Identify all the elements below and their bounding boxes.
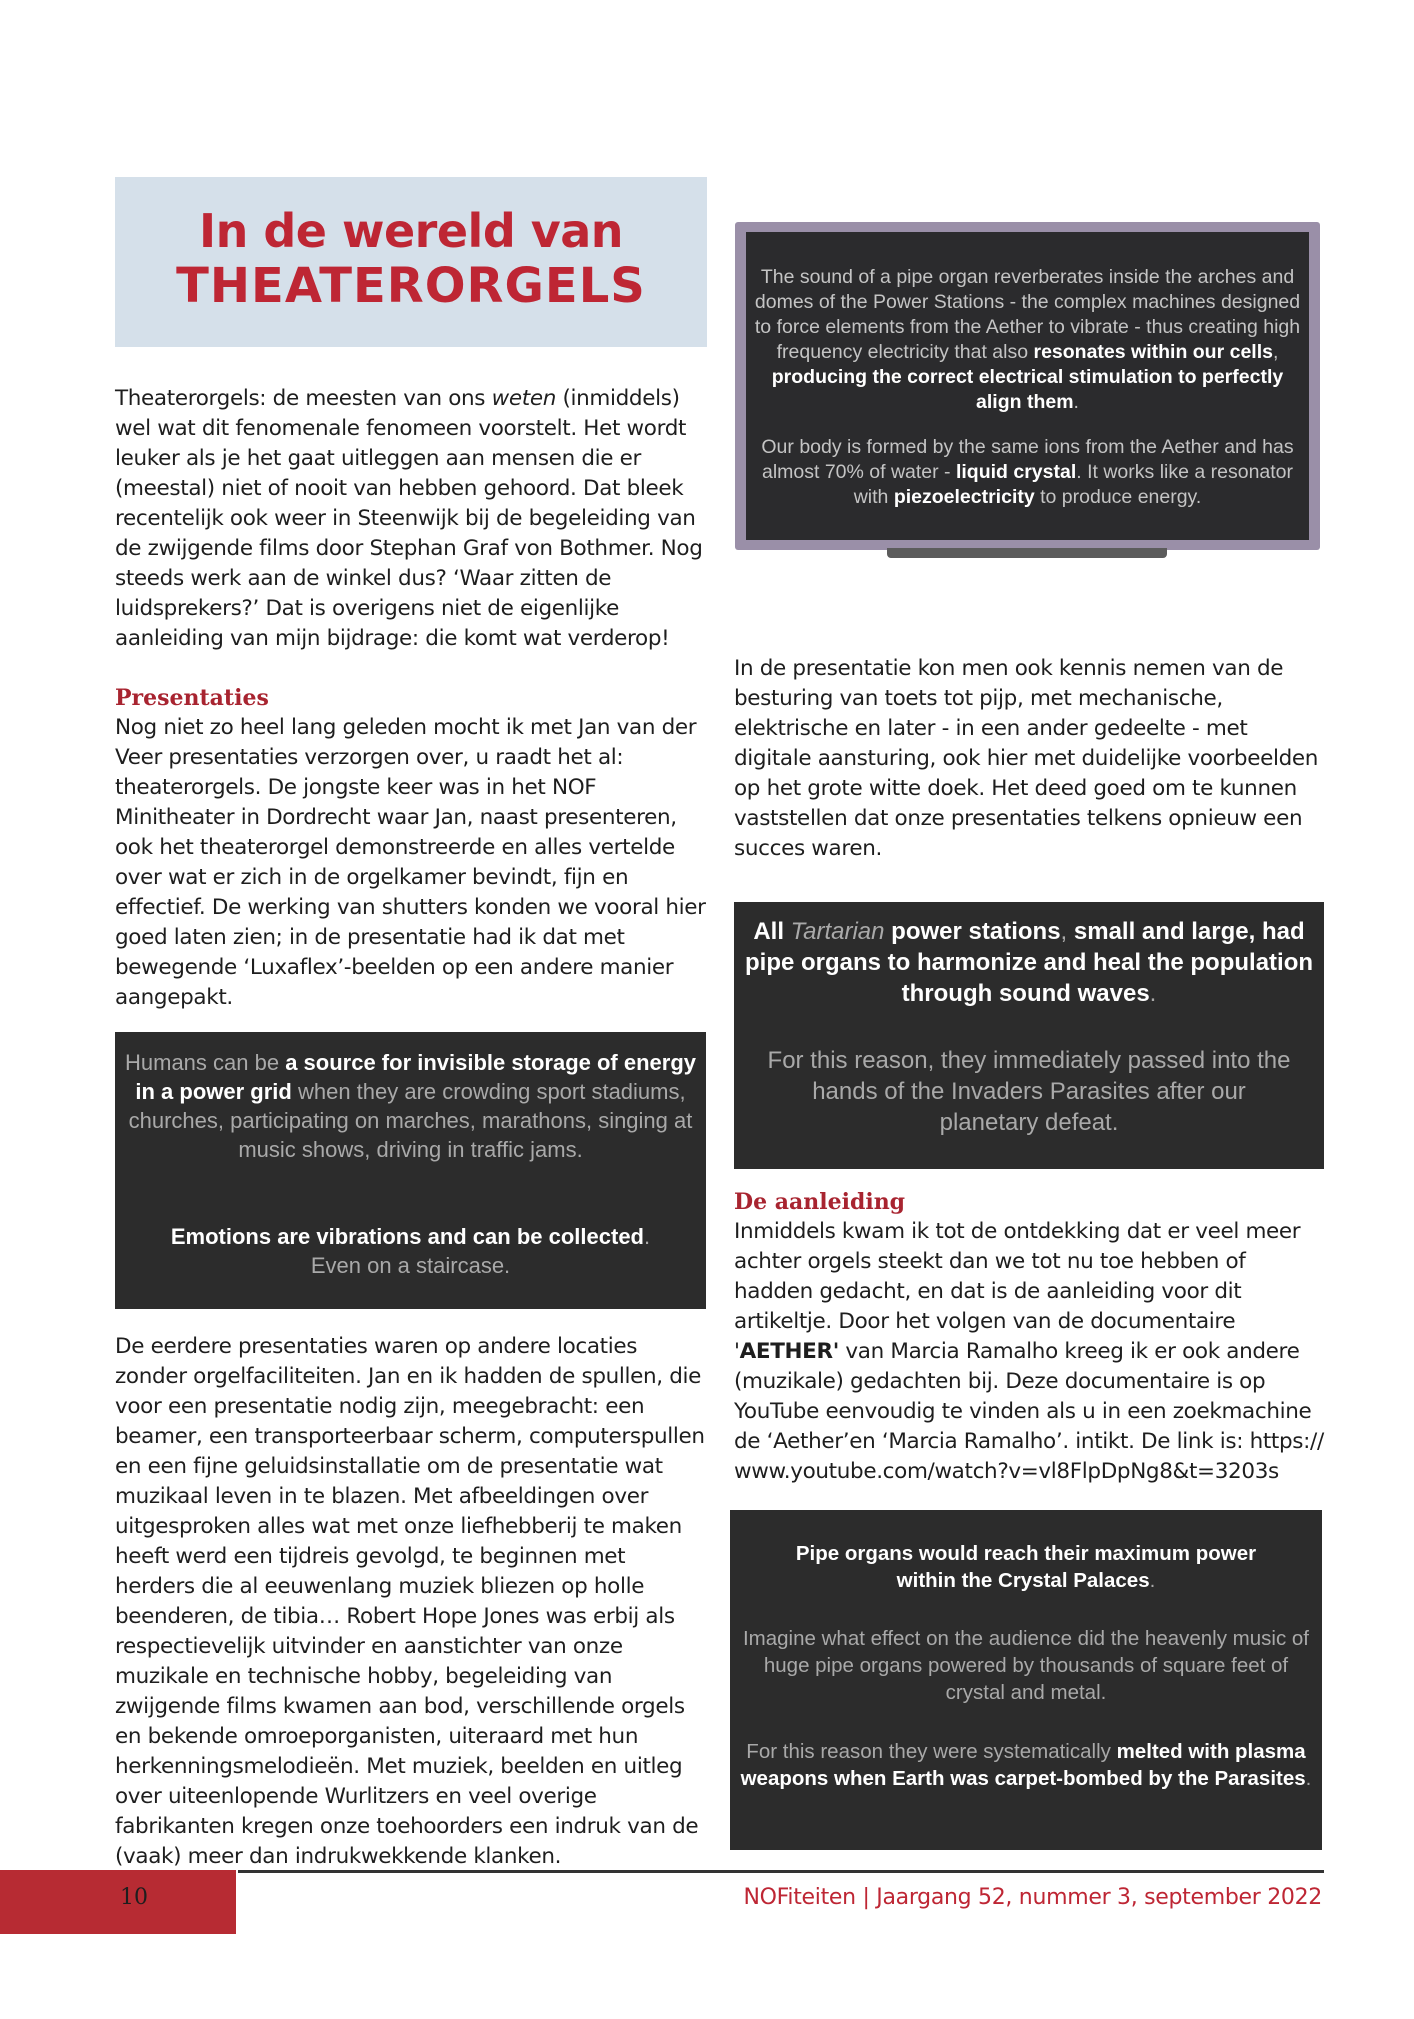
page-title-line1: In de wereld van <box>198 204 624 258</box>
box1-staircase: Even on a staircase. <box>310 1253 511 1278</box>
box2-all: All <box>753 918 791 945</box>
tv-image <box>735 222 1320 560</box>
box3-period: . <box>1149 1569 1156 1592</box>
tv-stand <box>887 548 1167 558</box>
quote-box-crystal-palaces-p3 <box>740 1738 1312 1792</box>
heading-aanleiding: De aanleiding <box>734 1189 906 1215</box>
tv-screen <box>746 232 1309 540</box>
tv-text-p2e: to produce energy. <box>1034 486 1202 508</box>
intro-paragraph <box>115 384 707 654</box>
tv-highlight-p2d: piezoelectricity <box>893 486 1035 508</box>
box1-text-c: when they are crowding sport stadiums, churches, participating on marches, marathons, singing at music shows, driving in traffic jams. <box>128 1079 693 1162</box>
tv-text-c: , <box>1272 341 1279 363</box>
eerdere-paragraph: De eerdere presentaties waren op andere locaties zonder orgelfaciliteiten. Jan en ik hadden de spullen, die voor een presentatie nodig zijn, meegebracht: een beamer, een transporteerbaar scherm, computerspullen en een fijne geluidsinstallatie om de presentatie wat muzikaal leven in te blazen. Met afbeeldingen over uitgesproken alles wat met onze liefhebberij te maken heeft werd een tijdreis gevolgd, te beginnen met herders die al eeuwenlang muziek bliezen op holle beenderen, de tibia… Robert Hope Jones was erbij als respectievelijk uitvinder en aanstichter van onze muzikale en technische hobby, begeleiding van zwijgende films kwamen aan bod, verschillende orgels en bekende omroeporganisten, uiteraard met hun herkenningsmelodieën. Met muziek, beelden en uitleg over uiteenlopende Wurlitzers en veel overige fabrikanten kregen onze toehoorders een indruk van de (vaak) meer dan indrukwekkende klanken. <box>115 1334 705 1869</box>
box2-pipe-organs: , had pipe organs to harmonize and heal the population through sound waves <box>744 918 1314 1007</box>
tv-text-e: . <box>1073 391 1079 413</box>
title-box <box>115 177 707 347</box>
page-number: 10 <box>120 1885 148 1910</box>
tv-screen-p1 <box>754 265 1301 415</box>
tv-screen-p2 <box>754 435 1301 510</box>
box1-text-a: Humans can be <box>125 1050 286 1075</box>
quote-box-power-stations-p2: For this reason, they immediately passed into the hands of the Invaders Parasites after our planetary defeat. <box>767 1047 1291 1136</box>
box2-power-stations: power stations <box>884 918 1061 945</box>
quote-box-crystal-palaces-p2: Imagine what effect on the audience did the heavenly music of huge pipe organs powered by thousands of square feet of crystal and metal. <box>742 1627 1309 1704</box>
tv-text-p2c: . It works like a resonator with <box>853 461 1294 508</box>
box2-comma: , <box>1060 918 1074 945</box>
aanleiding-aether: AETHER' <box>739 1339 839 1364</box>
intro-text-a: Theaterorgels: de meesten van ons <box>115 386 492 411</box>
box1-highlight: a source for invisible storage of energy in a power grid <box>135 1050 696 1104</box>
intro-text-b: (inmiddels) wel wat dit fenomenale fenomeen voorstelt. Het wordt leuker als je het gaat uitleggen aan mensen die er (meestal) niet of nooit van hebben gehoord. Dat bleek recentelijk ook weer in Steenwijk bij de begeleiding van de zwijgende films door Stephan Graf von Bothmer. Nog steeds werk aan de winkel dus? ‘Waar zitten de luidsprekers?’ Dat is overigens niet de eigenlijke aanleiding van mijn bijdrage: die komt wat verderop! <box>115 386 703 651</box>
quote-box-crystal-palaces-p1 <box>770 1540 1282 1594</box>
quote-box-energy <box>115 1032 706 1309</box>
aanleiding-paragraph <box>734 1217 1326 1487</box>
box3-text-a: For this reason they were systematically <box>746 1740 1117 1763</box>
box1-emotions: Emotions are vibrations and can be collected <box>170 1224 644 1249</box>
box1-period: . <box>644 1224 651 1249</box>
presentatie-right-paragraph: In de presentatie kon men ook kennis nemen van de besturing van toets tot pijp, met mechanische, elektrische en later - in een ander gedeelte - met digitale aansturing, ook hier met duidelijke voorbeelden op het grote witte doek. Het deed goed om te kunnen vaststellen dat onze presentaties telkens opnieuw een succes waren. <box>734 656 1319 861</box>
tv-highlight-d: producing the correct electrical stimulation to perfectly align them <box>771 366 1284 413</box>
tv-text-p2a: Our body is formed by the same ions from the Aether and has almost 70% of water - <box>761 436 1294 483</box>
box3-melted: melted with plasma weapons when Earth was carpet-bombed by the Parasites <box>740 1740 1306 1790</box>
tv-text-a: The sound of a pipe organ reverberates inside the arches and domes of the Power Stations - the complex machines designed to force elements from the Aether to vibrate - thus creating high frequency electricity that also <box>754 266 1301 363</box>
footer-color-block <box>0 1870 236 1934</box>
quote-box-power-stations <box>734 902 1324 1169</box>
footer-rule <box>238 1870 1324 1873</box>
heading-presentaties: Presentaties <box>115 685 269 711</box>
quote-box-energy-p1 <box>121 1048 700 1164</box>
presentaties-paragraph: Nog niet zo heel lang geleden mocht ik met Jan van der Veer presentaties verzorgen over, u raadt het al: theaterorgels. De jongste keer was in het NOF Minitheater in Dordrecht waar Jan, naast presenteren, ook het theaterorgel demonstreerde en alles vertelde over wat er zich in de orgelkamer bevindt, fijn en effectief. De werking van shutters konden we vooral hier goed laten zien; in de presentatie had ik dat met bewegende ‘Luxaflex’-beelden op een andere manier aangepakt. <box>115 715 706 1010</box>
box2-period: . <box>1149 980 1157 1007</box>
page-title-line2: THEATERORGELS <box>176 258 646 314</box>
quote-box-crystal-palaces <box>730 1510 1322 1850</box>
tv-highlight-p2b: liquid crystal <box>955 461 1077 483</box>
aanleiding-text-b: van Marcia Ramalho kreeg ik er ook andere (muzikale) gedachten bij. Deze documentaire is op YouTube eenvoudig te vinden als u in een zoekmachine de ‘Aether’en ‘Marcia Ramalho’. intikt. De link is: https:// www.youtube.com/watch?v=vl8FlpDpNg8&t=3203s <box>734 1339 1324 1484</box>
quote-box-power-stations-p1 <box>740 916 1318 1009</box>
box2-small-large: small and large <box>1073 918 1249 945</box>
quote-box-energy-p2 <box>121 1222 700 1280</box>
tv-highlight-b: resonates within our cells <box>1033 341 1273 363</box>
intro-italic: weten <box>491 386 556 411</box>
box2-tartarian: Tartarian <box>790 918 885 945</box>
box3-period2: . <box>1305 1767 1312 1790</box>
box3-pipe-organs: Pipe organs would reach their maximum power within the Crystal Palaces <box>795 1542 1257 1592</box>
aanleiding-text-a: Inmiddels kwam ik tot de ontdekking dat er veel meer achter orgels steekt dan we tot nu toe hebben of hadden gedacht, en dat is de aanleiding voor dit artikeltje. Door het volgen van de documentaire ' <box>734 1219 1301 1364</box>
footer-publication: NOFiteiten | Jaargang 52, nummer 3, september 2022 <box>743 1885 1322 1910</box>
